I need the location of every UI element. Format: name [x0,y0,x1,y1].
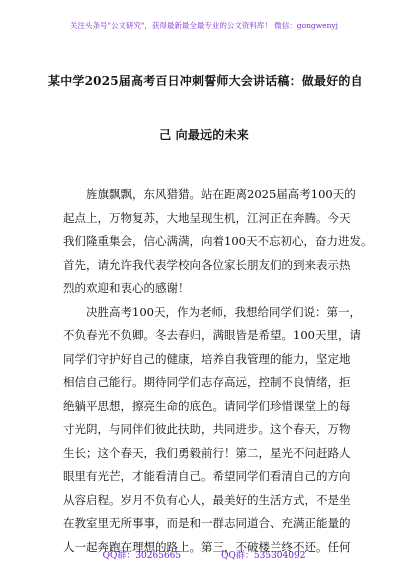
body-line: 首先，请允许我代表学校向各位家长朋友们的到来表示热 [63,257,351,272]
document-title-line-1: 某中学2025届高考百日冲刺誓师大会讲话稿：做最好的自 [48,74,363,88]
body-line: 旌旗飘飘，东风猎猎。站在距离2025届高考100天的 [86,187,356,201]
body-line: 决胜高考100天，作为老师，我想给同学们说：第一， [86,304,361,319]
footer-qq-group-1: QQ群：30265665 [102,551,182,561]
body-line: 烈的欢迎和衷心的感谢！ [63,281,190,295]
body-line: 起点上，万物复苏，大地呈现生机，江河正在奔腾。今天 [63,210,351,225]
body-line: 在教室里无所事事，而是和一群志同道合、充满正能量的 [63,516,351,530]
body-line: 同学们守护好自己的健康，培养自我管理的能力，坚定地 [63,351,351,366]
body-line: 不负春光不负卿。冬去春归，满眼皆是希望。100天里，请 [63,328,361,342]
body-line: 从容启程。岁月不负有心人，最美好的生活方式，不是坐 [63,492,351,507]
document-body [63,183,373,559]
body-line: 寸光阴，与同伴们彼此扶助，共同进步。这个春天，万物 [63,422,351,436]
body-line: 眼里有光芒，才能看清自己。希望同学们看清自己的方向 [63,469,351,483]
body-line: 相信自己能行。期待同学们志存高远，控制不良情绪，拒 [63,375,351,389]
body-line: 绝躺平思想，擦亮生命的底色。请同学们珍惜课堂上的每 [63,398,351,413]
body-line: 人一起奔跑在理想的路上。第三，不破楼兰终不还。任何 [63,539,351,554]
footer-qq-group-2: QQ群：535304092 [221,551,306,561]
document-title-line-2: 己 向最远的未来 [159,128,249,142]
body-line: 我们隆重集会，信心满满，向着100天不忘初心，奋力进发。 [63,234,373,248]
header-notice: 关注头条号"公文研究"，获得最新最全最专业的公文资料库！ 微信：gongwenyj [70,21,338,30]
footer [0,548,408,561]
body-line: 生长；这个春天，我们勇毅前行！第二，星光不问赶路人 [63,445,351,460]
